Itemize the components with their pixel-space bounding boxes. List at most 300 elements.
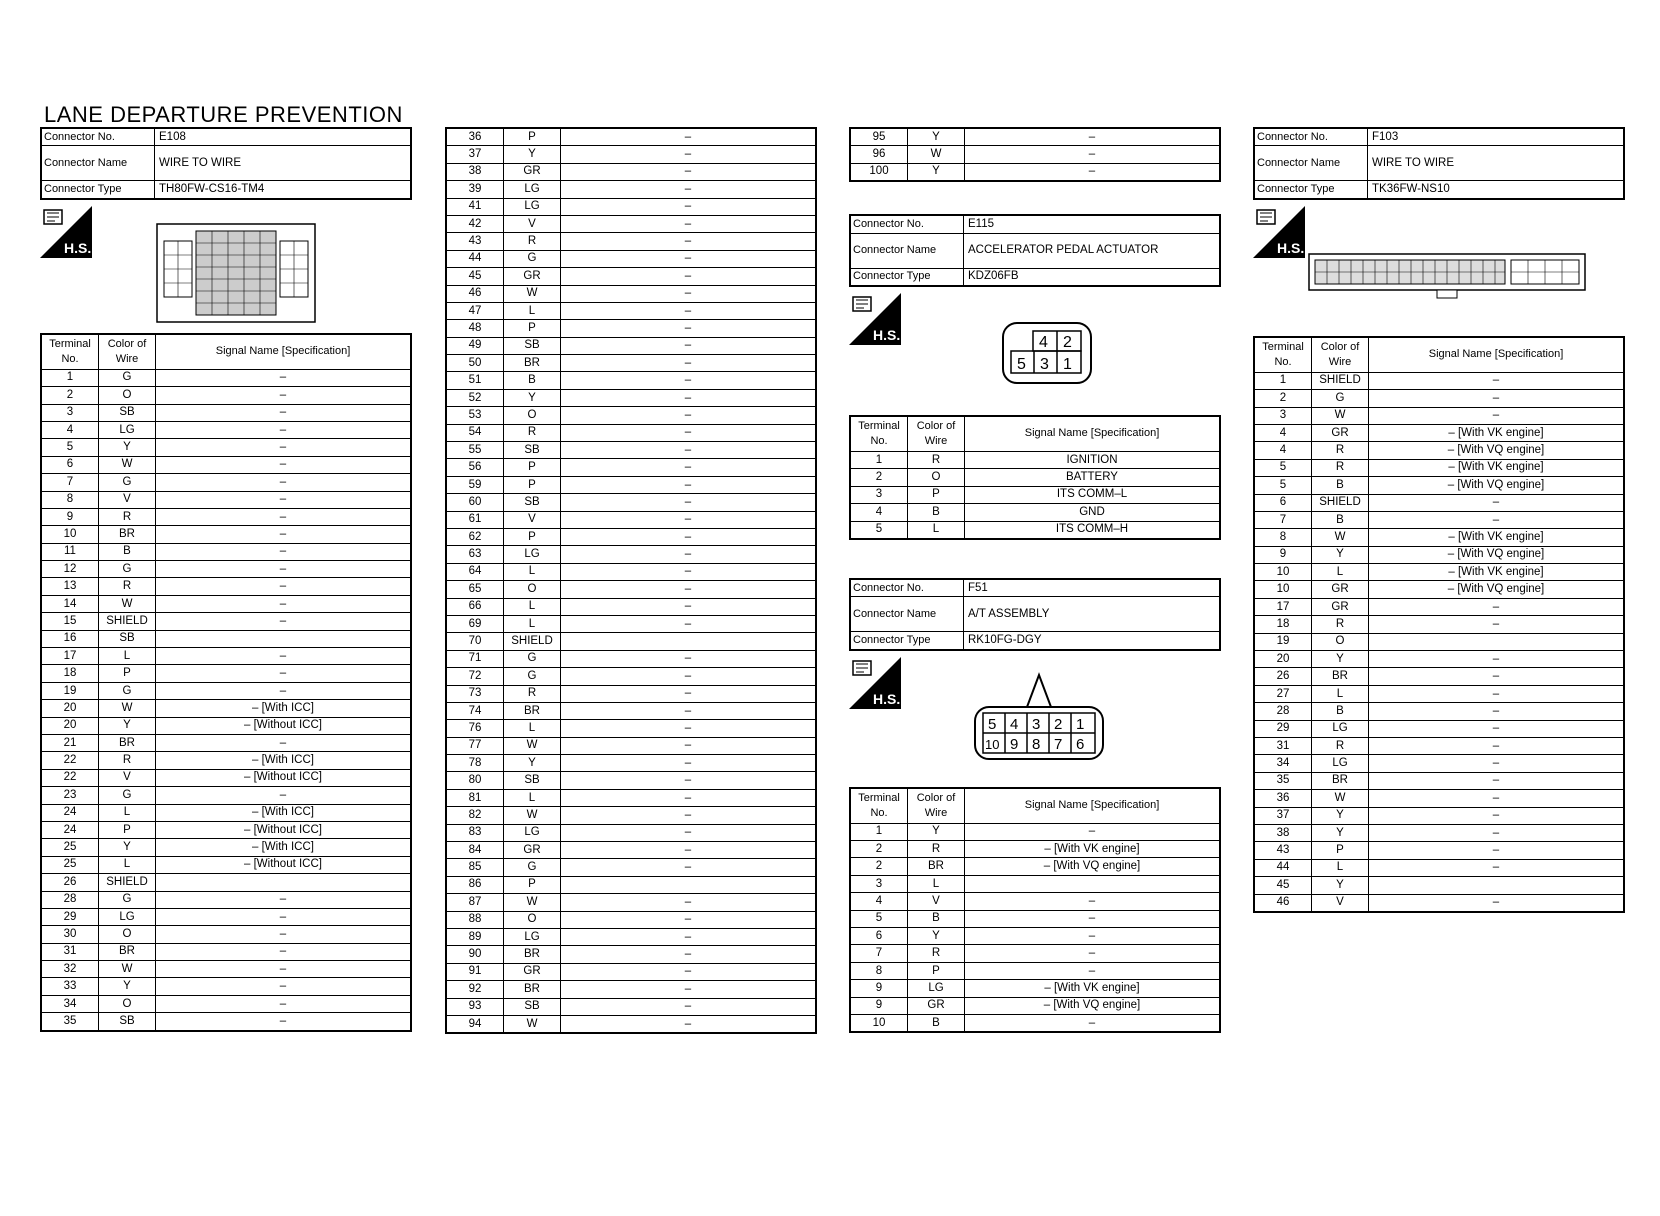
table-row — [850, 962, 1220, 979]
table-row — [1254, 581, 1624, 598]
signal-name-cell: – — [561, 668, 817, 685]
signal-name-cell: – — [561, 842, 817, 859]
signal-name-cell: – — [561, 389, 817, 406]
signal-name-cell: – — [561, 859, 817, 876]
terminal-no-cell: 2 — [850, 841, 908, 858]
wire-color-cell: LG — [908, 980, 965, 997]
terminal-no-cell: 62 — [446, 528, 504, 545]
table-row — [41, 508, 411, 525]
table-row — [446, 668, 816, 685]
terminal-no-cell: 3 — [1254, 407, 1312, 424]
terminal-no-cell: 93 — [446, 998, 504, 1015]
table-row — [446, 442, 816, 459]
terminal-no-cell: 74 — [446, 702, 504, 719]
terminal-no-cell: 1 — [41, 369, 99, 386]
signal-name-cell: IGNITION — [965, 451, 1221, 468]
connector-no-value: E115 — [964, 215, 1221, 233]
terminal-no-cell: 50 — [446, 355, 504, 372]
connector-no-label: Connector No. — [850, 215, 964, 233]
signal-name-cell: – — [561, 355, 817, 372]
connector-type-label: Connector Type — [850, 268, 964, 286]
signal-name-cell: – [Without ICC] — [156, 821, 412, 838]
table-row — [850, 945, 1220, 962]
table-row — [446, 407, 816, 424]
terminal-table-e115 — [849, 415, 1221, 540]
signal-name-cell: – — [561, 911, 817, 928]
wire-color-cell: B — [99, 543, 156, 560]
terminal-no-cell: 45 — [1254, 877, 1312, 894]
terminal-no-cell: 34 — [1254, 755, 1312, 772]
wire-color-cell: GR — [1312, 581, 1369, 598]
connector-no-value: E108 — [155, 128, 412, 146]
table-row — [446, 685, 816, 702]
terminal-no-cell: 46 — [1254, 894, 1312, 912]
wire-color-cell: L — [504, 720, 561, 737]
terminal-no-cell: 6 — [1254, 494, 1312, 511]
terminal-no-cell: 48 — [446, 320, 504, 337]
table-row — [446, 633, 816, 650]
terminal-no-cell: 43 — [1254, 842, 1312, 859]
signal-name-cell: – [With VK engine] — [1369, 529, 1625, 546]
wire-color-cell: Y — [99, 439, 156, 456]
table-row — [1254, 894, 1624, 912]
signal-name-cell: – [With VQ engine] — [1369, 442, 1625, 459]
wire-color-cell: R — [99, 578, 156, 595]
signal-name-cell: – — [965, 146, 1221, 163]
terminal-no-cell: 29 — [1254, 720, 1312, 737]
table-row — [41, 1013, 411, 1031]
table-row — [446, 598, 816, 615]
terminal-no-cell: 76 — [446, 720, 504, 737]
wire-color-cell: LG — [504, 198, 561, 215]
table-row — [446, 511, 816, 528]
wire-color-cell: W — [1312, 790, 1369, 807]
table-row — [446, 894, 816, 911]
terminal-no-cell: 60 — [446, 494, 504, 511]
terminal-no-cell: 31 — [41, 943, 99, 960]
terminal-no-header: Terminal No. — [41, 334, 99, 370]
signal-name-header: Signal Name [Specification] — [965, 416, 1221, 452]
wire-color-cell: G — [99, 561, 156, 578]
terminal-no-cell: 38 — [1254, 824, 1312, 841]
table-row — [1254, 720, 1624, 737]
table-row — [446, 789, 816, 806]
svg-text:2: 2 — [1054, 715, 1063, 733]
terminal-no-cell: 87 — [446, 894, 504, 911]
signal-name-cell: – — [561, 615, 817, 632]
signal-name-cell: – — [156, 439, 412, 456]
connector-no-label: Connector No. — [850, 579, 964, 597]
wire-color-cell: P — [504, 320, 561, 337]
table-row — [41, 561, 411, 578]
wire-color-cell: V — [1312, 894, 1369, 912]
table-row — [41, 613, 411, 630]
signal-name-cell: – [With ICC] — [156, 752, 412, 769]
table-row — [446, 372, 816, 389]
signal-name-cell: – — [965, 128, 1221, 146]
table-row — [446, 581, 816, 598]
wire-color-cell: L — [1312, 859, 1369, 876]
signal-name-cell: – — [561, 546, 817, 563]
connector-type-value: RK10FG-DGY — [964, 632, 1221, 650]
terminal-table-f103 — [1253, 336, 1625, 913]
table-row — [446, 128, 816, 146]
hs-icon — [40, 206, 92, 258]
signal-name-cell: – — [156, 561, 412, 578]
connector-diagram-f103 — [1307, 250, 1587, 305]
table-row — [41, 648, 411, 665]
wire-color-cell: W — [504, 285, 561, 302]
table-row — [850, 875, 1220, 892]
signal-name-cell: GND — [965, 504, 1221, 521]
table-row — [446, 911, 816, 928]
connector-type-value: TH80FW-CS16-TM4 — [155, 181, 412, 199]
signal-name-cell: – — [156, 682, 412, 699]
wire-color-cell: P — [504, 528, 561, 545]
signal-name-cell: – — [561, 1015, 817, 1033]
terminal-no-cell: 1 — [850, 823, 908, 840]
table-row — [41, 578, 411, 595]
terminal-no-cell: 49 — [446, 337, 504, 354]
wire-color-cell: L — [1312, 564, 1369, 581]
terminal-no-cell: 3 — [850, 875, 908, 892]
signal-name-cell — [1369, 633, 1625, 650]
wire-color-cell: LG — [1312, 755, 1369, 772]
wire-color-cell: W — [1312, 407, 1369, 424]
table-row — [1254, 564, 1624, 581]
table-row — [446, 876, 816, 893]
signal-name-cell: – — [561, 563, 817, 580]
wire-color-cell: Y — [1312, 546, 1369, 563]
wire-color-cell: GR — [908, 997, 965, 1014]
wire-color-cell: L — [99, 804, 156, 821]
wire-color-cell: BR — [1312, 668, 1369, 685]
signal-name-cell: – — [561, 233, 817, 250]
terminal-table-f51 — [849, 787, 1221, 1034]
wire-color-cell: L — [99, 856, 156, 873]
wire-color-cell: SB — [99, 630, 156, 647]
wire-color-cell: L — [908, 875, 965, 892]
signal-name-cell: – — [156, 734, 412, 751]
wire-color-cell: GR — [504, 268, 561, 285]
terminal-no-cell: 8 — [850, 962, 908, 979]
table-row — [41, 665, 411, 682]
signal-name-cell: – — [561, 494, 817, 511]
signal-name-cell: – — [156, 387, 412, 404]
table-row — [1254, 372, 1624, 389]
wire-color-cell: L — [99, 648, 156, 665]
signal-name-cell: – — [156, 995, 412, 1012]
signal-name-cell: – — [561, 285, 817, 302]
terminal-no-cell: 23 — [41, 787, 99, 804]
svg-text:8: 8 — [1032, 735, 1041, 753]
wire-color-cell: BR — [504, 981, 561, 998]
wire-color-cell: SB — [504, 337, 561, 354]
terminal-no-cell: 35 — [41, 1013, 99, 1031]
wire-color-cell: LG — [504, 928, 561, 945]
wire-color-cell: LG — [504, 546, 561, 563]
table-row — [41, 595, 411, 612]
connector-type-value: KDZ06FB — [964, 268, 1221, 286]
signal-name-cell: – — [561, 581, 817, 598]
wire-color-cell: L — [504, 302, 561, 319]
terminal-no-cell: 20 — [41, 717, 99, 734]
signal-name-cell: – — [561, 424, 817, 441]
table-row — [41, 821, 411, 838]
wire-color-cell: Y — [504, 755, 561, 772]
color-of-wire-header: Color of Wire — [99, 334, 156, 370]
terminal-no-cell: 72 — [446, 668, 504, 685]
signal-name-cell: – — [156, 526, 412, 543]
table-row — [41, 526, 411, 543]
terminal-no-cell: 30 — [41, 926, 99, 943]
wire-color-cell: G — [504, 859, 561, 876]
signal-name-cell: – [With ICC] — [156, 839, 412, 856]
terminal-no-cell: 28 — [1254, 703, 1312, 720]
wire-color-cell: V — [504, 511, 561, 528]
wire-color-cell: G — [99, 682, 156, 699]
wire-color-cell: Y — [908, 823, 965, 840]
table-row — [446, 824, 816, 841]
table-row — [1254, 755, 1624, 772]
signal-name-cell: – — [1369, 737, 1625, 754]
connector-name-label: Connector Name — [41, 146, 155, 181]
wire-color-cell: P — [504, 459, 561, 476]
terminal-no-cell: 94 — [446, 1015, 504, 1033]
wire-color-cell: G — [504, 668, 561, 685]
terminal-no-cell: 45 — [446, 268, 504, 285]
table-row — [41, 543, 411, 560]
signal-name-cell: BATTERY — [965, 469, 1221, 486]
terminal-no-cell: 1 — [850, 451, 908, 468]
terminal-no-cell: 47 — [446, 302, 504, 319]
table-row — [446, 563, 816, 580]
wire-color-cell: G — [99, 369, 156, 386]
terminal-no-cell: 2 — [41, 387, 99, 404]
table-row — [446, 198, 816, 215]
svg-text:7: 7 — [1054, 735, 1063, 753]
wire-color-cell: SB — [504, 442, 561, 459]
terminal-no-cell: 41 — [446, 198, 504, 215]
table-row — [850, 521, 1220, 539]
signal-name-cell — [1369, 877, 1625, 894]
terminal-no-cell: 26 — [1254, 668, 1312, 685]
signal-name-cell: ITS COMM–H — [965, 521, 1221, 539]
signal-name-cell: – — [561, 337, 817, 354]
table-row — [446, 963, 816, 980]
terminal-no-cell: 88 — [446, 911, 504, 928]
signal-name-cell: – — [1369, 390, 1625, 407]
table-row — [41, 769, 411, 786]
signal-name-header: Signal Name [Specification] — [965, 788, 1221, 824]
table-row — [446, 928, 816, 945]
table-row — [1254, 598, 1624, 615]
terminal-no-cell: 44 — [1254, 859, 1312, 876]
wire-color-cell: W — [504, 737, 561, 754]
signal-name-header: Signal Name [Specification] — [1369, 337, 1625, 373]
wire-color-cell: P — [504, 128, 561, 146]
wire-color-cell: G — [99, 787, 156, 804]
wire-color-cell: R — [504, 685, 561, 702]
table-row — [446, 702, 816, 719]
signal-name-cell: – — [1369, 651, 1625, 668]
wire-color-cell: BR — [99, 526, 156, 543]
wire-color-cell: GR — [1312, 598, 1369, 615]
wire-color-cell: O — [504, 407, 561, 424]
terminal-no-cell: 17 — [1254, 598, 1312, 615]
wire-color-cell: P — [99, 665, 156, 682]
table-row — [850, 128, 1220, 146]
signal-name-cell: – — [1369, 685, 1625, 702]
column-e108-continued — [445, 127, 817, 1034]
terminal-no-cell: 1 — [1254, 372, 1312, 389]
table-row — [41, 787, 411, 804]
svg-text:3: 3 — [1032, 715, 1041, 733]
terminal-no-cell: 8 — [41, 491, 99, 508]
table-row — [446, 285, 816, 302]
wire-color-cell: Y — [504, 389, 561, 406]
page-title: LANE DEPARTURE PREVENTION — [44, 102, 403, 127]
terminal-no-cell: 27 — [1254, 685, 1312, 702]
wire-color-cell: W — [504, 1015, 561, 1033]
signal-name-cell: – — [1369, 824, 1625, 841]
terminal-no-cell: 78 — [446, 755, 504, 772]
signal-name-cell: – — [561, 163, 817, 180]
table-row — [446, 859, 816, 876]
terminal-no-cell: 7 — [850, 945, 908, 962]
color-of-wire-header: Color of Wire — [908, 788, 965, 824]
table-row — [446, 981, 816, 998]
table-row — [446, 215, 816, 232]
table-row — [446, 807, 816, 824]
signal-name-cell: – [With VQ engine] — [965, 858, 1221, 875]
wire-color-cell: R — [908, 451, 965, 468]
connector-info-f51 — [849, 578, 1221, 651]
terminal-no-cell: 10 — [41, 526, 99, 543]
wire-color-cell: SHIELD — [504, 633, 561, 650]
connector-info-e108 — [40, 127, 412, 200]
table-row — [1254, 842, 1624, 859]
svg-text:6: 6 — [1076, 735, 1085, 753]
table-row — [446, 842, 816, 859]
svg-text:H.S.: H.S. — [1277, 239, 1305, 256]
table-row — [41, 404, 411, 421]
table-row — [41, 961, 411, 978]
signal-name-cell: – — [156, 926, 412, 943]
terminal-no-cell: 28 — [41, 891, 99, 908]
signal-name-cell: – — [1369, 894, 1625, 912]
table-row — [1254, 546, 1624, 563]
wire-color-cell: R — [1312, 459, 1369, 476]
terminal-no-cell: 15 — [41, 613, 99, 630]
terminal-no-cell: 33 — [41, 978, 99, 995]
table-row — [41, 908, 411, 925]
terminal-no-cell: 16 — [41, 630, 99, 647]
signal-name-cell: – — [561, 198, 817, 215]
wire-color-cell: GR — [504, 963, 561, 980]
wire-color-cell: P — [99, 821, 156, 838]
signal-name-cell — [156, 874, 412, 891]
table-row — [1254, 685, 1624, 702]
signal-name-cell: – — [561, 772, 817, 789]
signal-name-cell: – — [1369, 720, 1625, 737]
table-row — [1254, 737, 1624, 754]
terminal-no-cell: 70 — [446, 633, 504, 650]
signal-name-cell: – — [156, 891, 412, 908]
table-row — [446, 946, 816, 963]
wire-color-cell: P — [504, 476, 561, 493]
table-row — [850, 486, 1220, 503]
signal-name-cell: – — [561, 598, 817, 615]
signal-name-cell: – — [156, 474, 412, 491]
table-row — [850, 1014, 1220, 1032]
wire-color-cell: LG — [504, 181, 561, 198]
terminal-no-cell: 51 — [446, 372, 504, 389]
table-row — [446, 737, 816, 754]
table-row — [41, 734, 411, 751]
connector-name-label: Connector Name — [850, 233, 964, 268]
terminal-no-cell: 89 — [446, 928, 504, 945]
connector-name-value: ACCELERATOR PEDAL ACTUATOR — [964, 233, 1221, 268]
table-row — [41, 839, 411, 856]
terminal-no-cell: 80 — [446, 772, 504, 789]
wire-color-cell: W — [504, 894, 561, 911]
table-row — [41, 874, 411, 891]
terminal-no-cell: 6 — [41, 456, 99, 473]
table-row — [41, 474, 411, 491]
wire-color-cell: P — [504, 876, 561, 893]
connector-name-value: WIRE TO WIRE — [1368, 146, 1625, 181]
table-row — [1254, 477, 1624, 494]
wire-color-cell: W — [504, 807, 561, 824]
signal-name-cell: – — [965, 962, 1221, 979]
table-row — [850, 146, 1220, 163]
signal-name-cell: – [With VQ engine] — [965, 997, 1221, 1014]
terminal-no-cell: 12 — [41, 561, 99, 578]
wire-color-cell: W — [908, 146, 965, 163]
signal-name-cell — [965, 875, 1221, 892]
wire-color-cell: SB — [504, 998, 561, 1015]
signal-name-cell: – — [561, 302, 817, 319]
wire-color-cell: P — [1312, 842, 1369, 859]
terminal-table-e108-end — [849, 127, 1221, 182]
wire-color-cell: W — [99, 961, 156, 978]
wire-color-cell: LG — [99, 421, 156, 438]
table-row — [1254, 772, 1624, 789]
signal-name-cell: – — [561, 720, 817, 737]
signal-name-cell: – — [156, 908, 412, 925]
terminal-no-cell: 52 — [446, 389, 504, 406]
wire-color-cell: P — [908, 962, 965, 979]
table-row — [41, 978, 411, 995]
hs-icon — [849, 657, 901, 709]
terminal-no-cell: 18 — [41, 665, 99, 682]
table-row — [446, 494, 816, 511]
signal-name-cell: – — [156, 578, 412, 595]
terminal-no-cell: 100 — [850, 163, 908, 181]
terminal-no-cell: 4 — [1254, 442, 1312, 459]
wire-color-cell: R — [504, 233, 561, 250]
signal-name-cell: – — [1369, 407, 1625, 424]
wire-color-cell: R — [908, 841, 965, 858]
color-of-wire-header: Color of Wire — [1312, 337, 1369, 373]
table-row — [446, 528, 816, 545]
terminal-no-cell: 96 — [850, 146, 908, 163]
terminal-no-cell: 29 — [41, 908, 99, 925]
wire-color-cell: R — [1312, 737, 1369, 754]
table-row — [1254, 442, 1624, 459]
table-row — [446, 146, 816, 163]
